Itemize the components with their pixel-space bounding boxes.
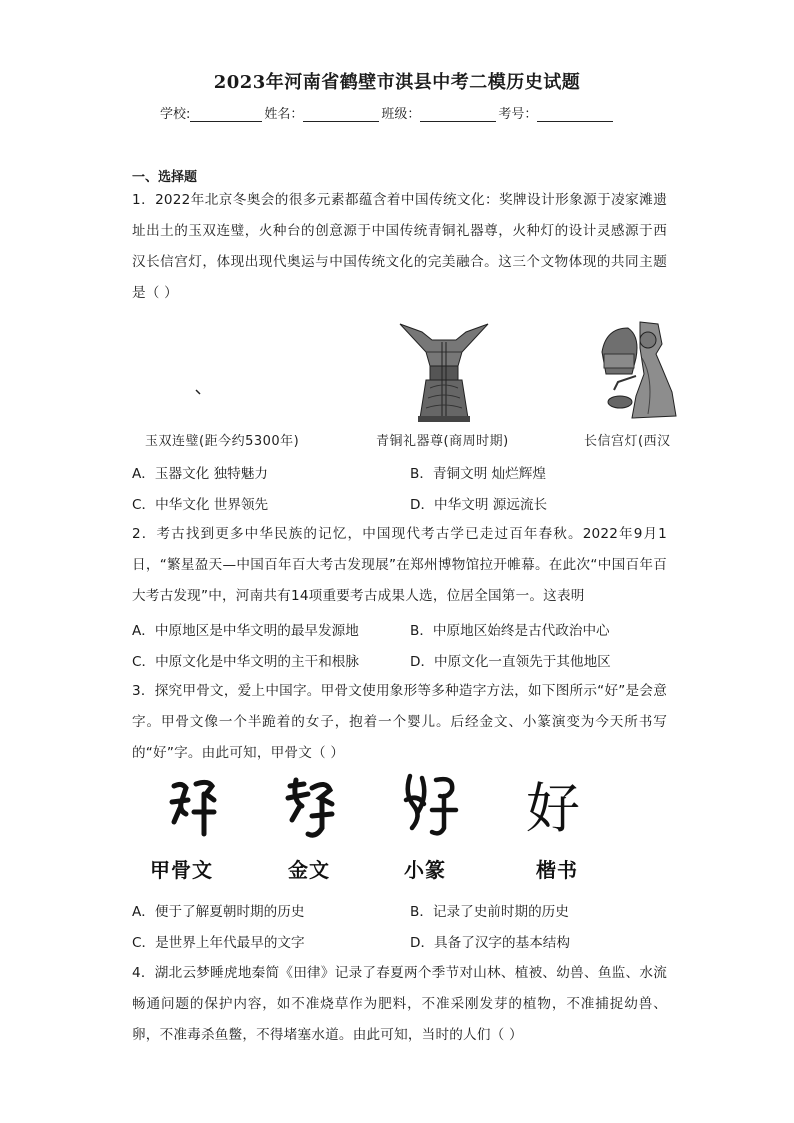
caption-jade-disc: 玉双连璧(距今约5300年) (145, 434, 300, 449)
caption-changxin-lamp: 长信宫灯(西汉 (584, 434, 671, 449)
bronze-script-hao-glyph (282, 776, 340, 846)
class-blank[interactable] (420, 106, 496, 122)
q1-option-c[interactable]: C．中华文化 世界领先 (132, 497, 269, 513)
q2-option-a[interactable]: A．中原地区是中华文明的最早发源地 (132, 623, 359, 639)
q1-option-d[interactable]: D．中华文明 源远流长 (410, 497, 548, 513)
school-label: 学校: (160, 107, 191, 122)
caption-oracle-bone: 甲骨文 (150, 858, 213, 882)
q3-option-b[interactable]: B．记录了史前时期的历史 (410, 904, 569, 920)
question-4-text: 4．湖北云梦睡虎地秦简《田律》记录了春夏两个季节对山林、植被、幼兽、鱼监、水流畅通问题的保护内容，如不准烧草作为肥料，不准采刚发芽的植物，不准捕捉幼兽、卵，不准毒杀鱼鳖，不得堵塞水道。由此可知，当时的人们（ ） (132, 965, 667, 1043)
q3-option-c[interactable]: C．是世界上年代最早的文字 (132, 935, 305, 951)
exam-title: 2023年河南省鹤壁市淇县中考二模历史试题 (213, 72, 581, 93)
caption-bronze-zun: 青铜礼器尊(商周时期) (376, 434, 509, 449)
small-seal-hao-glyph (400, 770, 462, 842)
oracle-bone-hao-glyph (168, 778, 220, 840)
question-3-text: 3．探究甲骨文，爱上中国字。甲骨文使用象形等多种造字方法，如下图所示“好”是会意字。甲骨文像一个半跪着的女子，抱着一个婴儿。后经金文、小篆演变为今天所书写的“好”字。由此可知，甲骨文（ ） (132, 683, 667, 761)
question-1-text: 1．2022年北京冬奥会的很多元素都蕴含着中国传统文化：奖牌设计形象源于凌家滩遗址出土的玉双连璧，火种台的创意源于中国传统青铜礼器尊，火种灯的设计灵感源于西汉长信宫灯，体现出现代奥运与中国传统文化的完美融合。这三个文物体现的共同主题是（ ） (132, 192, 667, 301)
exam-number-blank[interactable] (537, 106, 613, 122)
kaishu-hao-glyph: 好 (526, 777, 580, 840)
changxin-lamp-image (592, 318, 686, 424)
caption-small-seal: 小篆 (404, 858, 446, 882)
q3-option-d[interactable]: D．具备了汉字的基本结构 (410, 935, 570, 951)
q2-option-d[interactable]: D．中原文化一直领先于其他地区 (410, 654, 611, 670)
q1-option-b[interactable]: B．青铜文明 灿烂辉煌 (410, 466, 546, 482)
q1-option-a[interactable]: A．玉器文化 独特魅力 (132, 466, 268, 482)
student-info-row (160, 103, 615, 122)
jade-disc-image (190, 385, 210, 401)
class-label: 班级： (381, 107, 421, 122)
exam-number-label: 考号： (498, 107, 538, 122)
caption-regular-script: 楷书 (536, 858, 578, 882)
question-2-text: 2．考古找到更多中华民族的记忆，中国现代考古学已走过百年春秋。2022年9月1日，“繁星盈天—中国百年百大考古发现展”在郑州博物馆拉开帷幕。在此次“中国百年百大考古发现”中，河南共有14项重要考古成果人选，位居全国第一。这表明 (132, 526, 667, 604)
q3-option-a[interactable]: A．便于了解夏朝时期的历史 (132, 904, 305, 920)
name-blank[interactable] (303, 106, 379, 122)
school-blank[interactable] (190, 106, 262, 122)
q2-option-c[interactable]: C．中原文化是中华文明的主干和根脉 (132, 654, 359, 670)
bronze-zun-image (396, 322, 492, 424)
name-label: 姓名： (264, 107, 304, 122)
q2-option-b[interactable]: B．中原地区始终是古代政治中心 (410, 623, 610, 639)
caption-bronze-script: 金文 (288, 858, 330, 882)
section-title: 一、选择题 (132, 170, 198, 185)
